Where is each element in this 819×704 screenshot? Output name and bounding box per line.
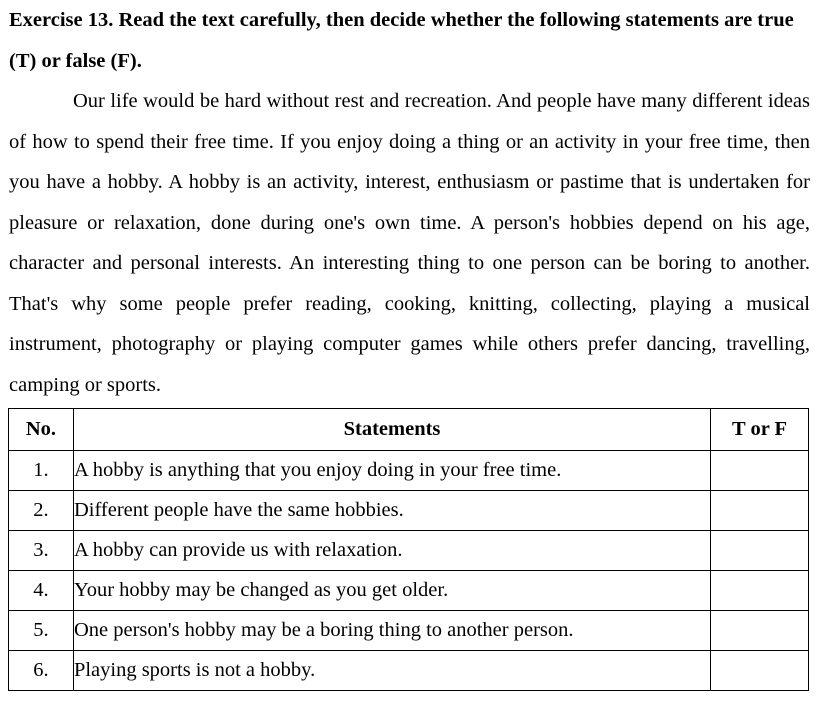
exercise-heading: Exercise 13. Read the text carefully, then decide whether the following statements are true (T) or false (F). [9, 9, 794, 72]
header-t-or-f: T or F [711, 409, 809, 451]
row-number: 6. [9, 651, 74, 691]
row-number: 1. [9, 451, 74, 491]
row-statement: A hobby is anything that you enjoy doing in your free time. [73, 451, 710, 491]
header-no: No. [9, 409, 74, 451]
answer-cell[interactable] [711, 571, 809, 611]
table-row [9, 571, 809, 611]
answer-cell[interactable] [711, 491, 809, 531]
row-statement: Your hobby may be changed as you get older. [73, 571, 710, 611]
reading-passage: Our life would be hard without rest and recreation. And people have many different ideas of how to spend their free time. If you enjoy doing a thing or an activity in your free time, then you have a hobby. A hobby is an activity, interest, enthusiasm or pastime that is undertaken for pleasure or relaxation, done during one's own time. A person's hobbies depend on his age, character and personal interests. An interesting thing to one person can be boring to another. That's why some people prefer reading, cooking, knitting, collecting, playing a musical instrument, photography or playing computer games while others prefer dancing, travelling, camping or sports. [9, 90, 810, 396]
answer-cell[interactable] [711, 451, 809, 491]
header-statements: Statements [73, 409, 710, 451]
exercise-page [9, 0, 810, 405]
row-number: 2. [9, 491, 74, 531]
table-row [9, 611, 809, 651]
answer-cell[interactable] [711, 531, 809, 571]
row-number: 4. [9, 571, 74, 611]
table-row [9, 451, 809, 491]
row-number: 5. [9, 611, 74, 651]
row-statement: Different people have the same hobbies. [73, 491, 710, 531]
row-statement: One person's hobby may be a boring thing to another person. [73, 611, 710, 651]
table-row [9, 651, 809, 691]
answer-cell[interactable] [711, 651, 809, 691]
statements-table [8, 408, 809, 691]
row-statement: Playing sports is not a hobby. [73, 651, 710, 691]
row-statement: A hobby can provide us with relaxation. [73, 531, 710, 571]
table-row [9, 491, 809, 531]
table-row [9, 531, 809, 571]
answer-cell[interactable] [711, 611, 809, 651]
row-number: 3. [9, 531, 74, 571]
table-header-row [9, 409, 809, 451]
